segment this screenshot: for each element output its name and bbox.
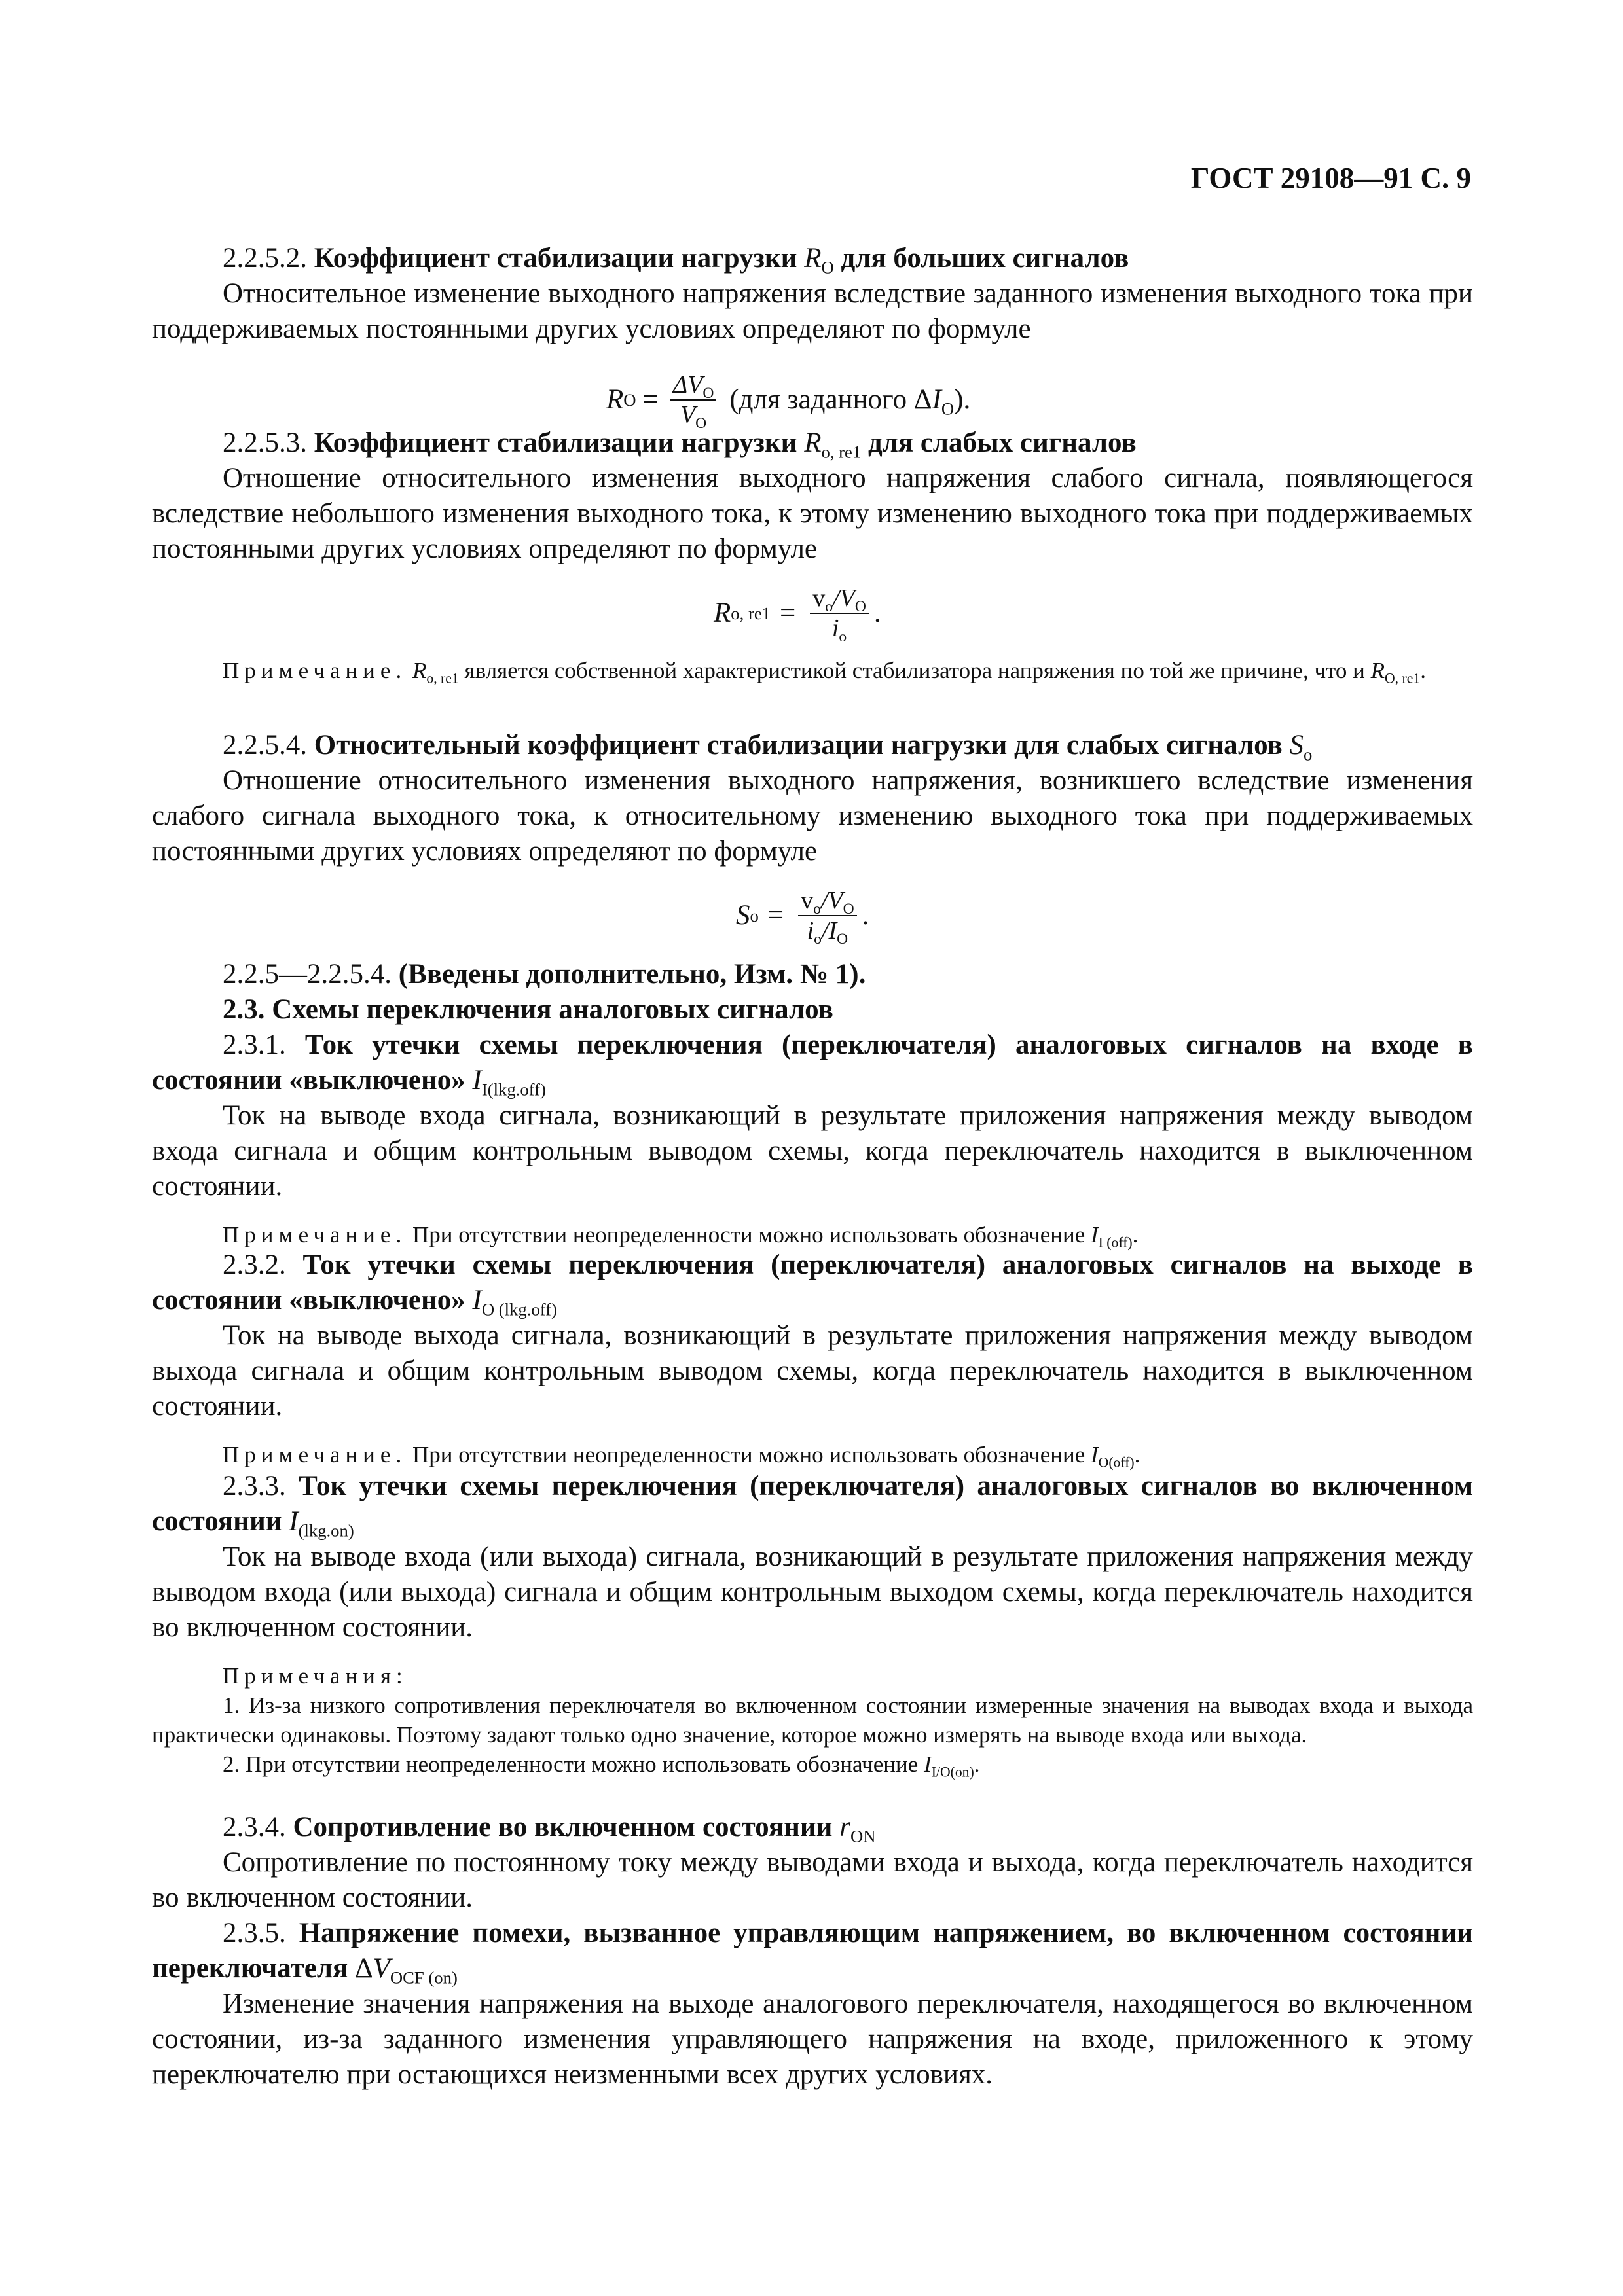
section-heading [152, 728, 1473, 763]
clause-number: 2.3.5. [223, 1918, 286, 1948]
section-2-3-1 [152, 1028, 1473, 1249]
paragraph: Ток на выводе входа (или выхода) сигнала, возникающий в результате приложения напряжения между выводом входа (или выхода) сигнала и общим контрольным выходом схемы, когда переключатель находится во включенном состоянии. [152, 1541, 1473, 1643]
denominator-divisor-subscript: O [837, 931, 848, 948]
note-1: 1. Из-за низкого сопротивления переключателя во включенном состоянии измеренные значения на выводах входа и выхода практически одинаковы. Поэтому задают только одно значение, которое можно измерять на выводе входа или выхода. [152, 1693, 1473, 1748]
note [152, 1220, 1473, 1249]
symbol: I [472, 1285, 482, 1316]
section-heading [152, 1469, 1473, 1539]
formula-lhs: R [714, 598, 731, 628]
section-2-3-4 [152, 1810, 1473, 1916]
section-2-3-title: 2.3. Схемы переключения аналоговых сигналов [223, 994, 833, 1025]
note-2-2-5-3 [152, 656, 1473, 685]
formula-equals: = [767, 900, 784, 931]
symbol-subscript: I(lkg.off) [481, 1079, 546, 1100]
clause-title: Сопротивление во включенном состоянии [293, 1812, 833, 1842]
condition-text: (для заданного Δ [729, 384, 932, 415]
note-symbol-subscript: I (off) [1098, 1234, 1133, 1251]
section-2-3-5 [152, 1916, 1473, 2092]
numerator-subscript: o [813, 901, 821, 918]
condition-symbol: I [932, 384, 941, 415]
note-2-end: . [974, 1751, 980, 1777]
symbol-subscript: ON [850, 1826, 876, 1846]
denominator-symbol: V [680, 401, 696, 429]
section-heading [152, 1028, 1473, 1098]
symbol: r [839, 1812, 850, 1842]
clause-number: 2.3.3. [223, 1471, 286, 1501]
page-header: ГОСТ 29108—91 С. 9 [1190, 162, 1471, 194]
formula-lhs: R [606, 384, 624, 415]
amendment-range: 2.2.5—2.2.5.4. [223, 959, 392, 990]
clause-number: 2.2.5.4. [223, 730, 307, 761]
denominator-divisor: /I [821, 917, 837, 944]
clause-number: 2.3.1. [223, 1030, 286, 1060]
symbol: R [804, 427, 822, 458]
symbol: V [373, 1953, 390, 1984]
clause-title-tail: для слабых сигналов [867, 427, 1137, 458]
clause-title: Коэффициент стабилизации нагрузки [314, 427, 797, 458]
note-label: Примечание. [223, 658, 407, 683]
condition-subscript: O [941, 399, 955, 419]
formula-r-o: R O = $\frac{\Delta V_O}{V_O}$ (для заданного $\Delta I_O$). [606, 371, 971, 433]
paragraph: Отношение относительного изменения выходного напряжения, возникшего вследствие изменения слабого сигнала выходного тока, к относительному изменению выходного тока при поддерживаемых постоянными других условиях определяют по формуле [152, 765, 1473, 867]
numerator-subscript: O [702, 385, 714, 403]
section-heading [152, 425, 1473, 461]
denominator-subscript: o [814, 931, 822, 948]
condition-end: ). [954, 384, 971, 415]
section-heading [152, 1810, 1473, 1845]
note-symbol-subscript: O(off) [1098, 1454, 1135, 1471]
formula-lhs: S [736, 900, 750, 931]
note-2-symbol-subscript: I/O(on) [931, 1764, 974, 1780]
note-symbol: I [1091, 1442, 1099, 1467]
section-2-2-5-3 [152, 425, 1473, 567]
symbol-subscript: O (lkg.off) [481, 1299, 557, 1319]
note-symbol-subscript: o, re1 [426, 670, 459, 687]
denominator-symbol: i [807, 917, 814, 944]
formula-equals: = [779, 598, 796, 628]
section-heading [152, 1916, 1473, 1986]
paragraph: Ток на выводе входа сигнала, возникающий в результате приложения напряжения между выводом входа сигнала и общим контрольным выводом схемы, когда переключатель находится в выключенном состоянии. [152, 1100, 1473, 1202]
note-symbol: I [1091, 1222, 1099, 1247]
section-heading [152, 1247, 1473, 1318]
formula-r-o-re1: R o, re1 = $\frac{v_o/V_O}{i_o}$ . [714, 584, 881, 646]
symbol-subscript: o, re1 [821, 442, 862, 462]
note-end: . [1132, 1222, 1139, 1247]
symbol-subscript: O [821, 257, 834, 278]
note-2-text: 2. При отсутствии неопределенности можно использовать обозначение [223, 1751, 919, 1777]
numerator-symbol: v [812, 584, 826, 612]
fraction-numerator [810, 584, 869, 614]
note-label: Примечание. [223, 1222, 407, 1247]
clause-title-tail: для больших сигналов [841, 243, 1129, 274]
note-text: является собственной характеристикой стабилизатора напряжения по той же причине, что и [464, 658, 1365, 683]
amendment-text: (Введены дополнительно, Изм. № 1). [398, 959, 866, 990]
numerator-symbol: v [801, 887, 814, 914]
formula-equals: = [642, 384, 659, 415]
note-text: При отсутствии неопределенности можно использовать обозначение [412, 1442, 1085, 1467]
symbol-subscript: o [1304, 744, 1313, 764]
fraction-denominator [805, 916, 851, 948]
section-heading [152, 241, 1473, 276]
clause-title: Напряжение помехи, вызванное управляющим напряжением, во включенном состоянии переключателя [152, 1918, 1474, 1984]
formula-fraction [670, 370, 717, 433]
formula-condition [729, 382, 970, 418]
note [152, 656, 1473, 685]
section-2-3-3 [152, 1469, 1473, 1779]
formula-fraction [798, 886, 857, 948]
paragraph: Ток на выводе выхода сигнала, возникающий в результате приложения напряжения между выводом выхода сигнала и общим контрольным выводом схемы, когда переключатель находится в выключенном состоянии. [152, 1320, 1473, 1422]
section-2-2-5-4 [152, 728, 1473, 869]
denominator-subscript: O [695, 415, 707, 433]
numerator-divisor: /V [820, 887, 843, 914]
fraction-numerator [798, 886, 857, 916]
numerator-divisor-subscript: O [843, 901, 854, 918]
formula-s-o: S o = $\frac{v_o/V_O}{i_o/I_O}$ . [736, 887, 869, 948]
clause-number: 2.3.2. [223, 1249, 286, 1280]
symbol-subscript: (lkg.on) [298, 1520, 354, 1541]
note-2 [152, 1749, 1473, 1779]
amendment [152, 957, 1473, 1028]
note-symbol-2-subscript: O, re1 [1385, 670, 1421, 687]
paragraph: Относительное изменение выходного напряжения вследствие заданного изменения выходного тока при поддерживаемых постоянными других условиях определяют по формуле [152, 278, 1473, 344]
paragraph: Отношение относительного изменения выходного напряжения слабого сигнала, появляющегося вследствие небольшого изменения выходного тока, к этому изменению выходного тока при поддерживаемых постоянными других условиях определяют по формуле [152, 463, 1473, 564]
note [152, 1440, 1473, 1469]
note-symbol-2: R [1370, 658, 1385, 683]
numerator-symbol: ΔV [672, 371, 703, 399]
denominator-subscript: o [839, 628, 847, 646]
numerator-divisor: /V [833, 584, 855, 612]
clause-title: Ток утечки схемы переключения (переключателя) аналоговых сигналов на выходе в состоянии «выключено» [152, 1249, 1474, 1316]
clause-title: Относительный коэффициент стабилизации нагрузки для слабых сигналов [314, 730, 1283, 761]
clause-number: 2.3.4. [223, 1812, 286, 1842]
symbol: I [289, 1506, 299, 1537]
notes-label: Примечания: [223, 1663, 408, 1689]
clause-number: 2.2.5.2. [223, 243, 307, 274]
paragraph: Изменение значения напряжения на выходе аналогового переключателя, находящегося во включенном состоянии, из-за заданного изменения управляющего напряжения на входе, приложенного к этому переключателю при остающихся неизменными всех других условиях. [152, 1988, 1473, 2090]
note-end: . [1134, 1442, 1140, 1467]
section-2-3-2 [152, 1247, 1473, 1469]
symbol: R [804, 243, 822, 274]
formula-end: . [862, 900, 869, 931]
symbol: S [1289, 730, 1304, 761]
symbol-prefix: Δ [354, 1953, 373, 1984]
clause-title: Ток утечки схемы переключения (переключателя) аналоговых сигналов во включенном состоянии [152, 1471, 1473, 1537]
symbol-subscript: OCF (on) [390, 1967, 458, 1988]
note-text: При отсутствии неопределенности можно использовать обозначение [412, 1222, 1085, 1247]
section-2-2-5-2 [152, 241, 1473, 347]
formula-end: . [873, 598, 881, 628]
clause-title: Ток утечки схемы переключения (переключателя) аналоговых сигналов на входе в состоянии «выключено» [152, 1030, 1474, 1096]
clause-title: Коэффициент стабилизации нагрузки [314, 243, 797, 274]
paragraph: Сопротивление по постоянному току между выводами входа и выхода, когда переключатель находится во включенном состоянии. [152, 1847, 1473, 1913]
formula-fraction [810, 584, 869, 646]
clause-number: 2.2.5.3. [223, 427, 307, 458]
numerator-subscript: o [825, 598, 833, 616]
note-2-symbol: I [924, 1751, 932, 1777]
denominator-symbol: i [831, 615, 839, 642]
fraction-denominator [830, 614, 849, 646]
numerator-divisor-subscript: O [854, 598, 866, 616]
fraction-numerator [670, 370, 717, 401]
note-label: Примечание. [223, 1442, 407, 1467]
note-end: . [1420, 658, 1426, 683]
note-symbol: R [412, 658, 427, 683]
symbol: I [472, 1065, 482, 1096]
amendment-line [152, 957, 1473, 992]
